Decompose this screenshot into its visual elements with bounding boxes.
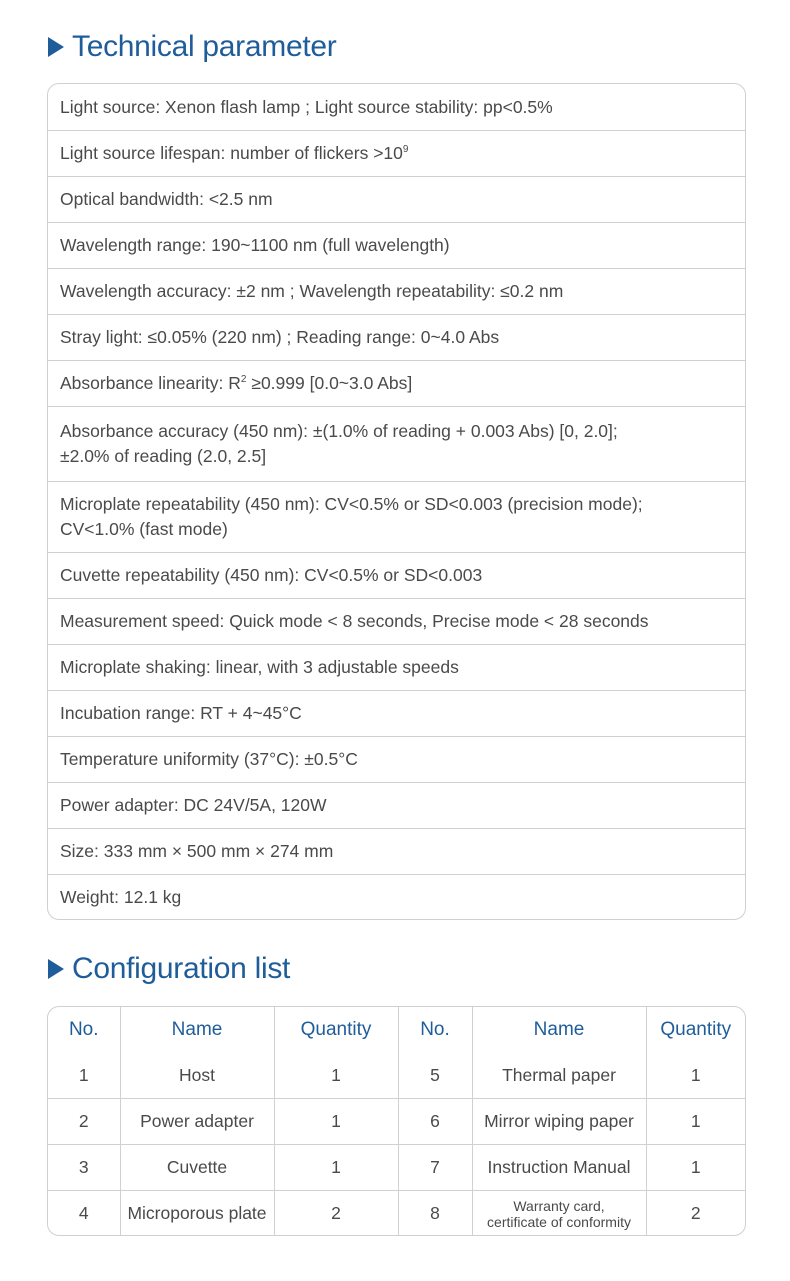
parameter-row — [48, 314, 745, 360]
item-name: Thermal paper — [472, 1053, 646, 1099]
triangle-bullet-icon — [48, 959, 64, 979]
item-quantity: 1 — [274, 1053, 398, 1099]
parameter-row — [48, 644, 745, 690]
table-header-row — [48, 1007, 745, 1053]
parameter-text: Wavelength accuracy: ±2 nm ; Wavelength repeatability: ≤0.2 nm — [60, 281, 564, 301]
header-quantity: Quantity — [660, 1019, 732, 1040]
parameter-text: Weight: 12.1 kg — [60, 887, 182, 907]
item-quantity: 2 — [690, 1203, 701, 1223]
item-number: 2 — [48, 1099, 120, 1145]
parameter-text: Stray light: ≤0.05% (220 nm) ; Reading range: 0~4.0 Abs — [60, 327, 500, 347]
parameter-row — [48, 84, 745, 130]
parameter-text: Microplate repeatability (450 nm): CV<0.5% or SD<0.003 (precision mode); CV<1.0% (fast mode) — [60, 494, 643, 539]
item-quantity: 1 — [646, 1099, 745, 1145]
header-name: Name — [120, 1007, 274, 1053]
parameter-text: Absorbance linearity: $R^2 \ge 0.999$ [0.0~3.0 Abs] — [60, 373, 413, 393]
triangle-bullet-icon — [48, 37, 64, 57]
parameter-row — [48, 130, 745, 176]
header-no: No. — [48, 1007, 120, 1053]
parameter-text: Measurement speed: Quick mode < 8 seconds, Precise mode < 28 seconds — [60, 611, 649, 631]
parameter-text: Wavelength range: 190~1100 nm (full wavelength) — [60, 235, 450, 255]
parameter-text: Incubation range: RT + 4~45°C — [60, 703, 302, 723]
item-name: Cuvette — [120, 1145, 274, 1191]
item-number: 8 — [398, 1191, 472, 1237]
parameter-text: Light source lifespan: number of flickers $>10^9$ — [60, 143, 409, 163]
header-no: No. — [398, 1007, 472, 1053]
parameter-row — [48, 481, 745, 552]
item-quantity: 1 — [646, 1145, 745, 1191]
item-quantity: 1 — [274, 1099, 398, 1145]
parameter-row — [48, 874, 745, 920]
parameter-text: Light source: Xenon flash lamp ; Light source stability: pp<0.5% — [60, 96, 553, 117]
parameter-row — [48, 828, 745, 874]
header-name: Name — [472, 1007, 646, 1053]
parameter-row — [48, 736, 745, 782]
item-name: Warranty card, certificate of conformity — [472, 1191, 646, 1237]
item-quantity: 1 — [274, 1145, 398, 1191]
header-quantity: Quantity — [274, 1007, 398, 1053]
technical-parameter-table — [47, 83, 746, 920]
parameter-text: Size: 333 mm × 500 mm × 274 mm — [60, 841, 334, 861]
item-number: 1 — [48, 1053, 120, 1099]
configuration-list-table — [47, 1006, 746, 1236]
parameter-text: Cuvette repeatability (450 nm): CV<0.5% or SD<0.003 — [60, 565, 483, 585]
parameter-text: Power adapter: DC 24V/5A, 120W — [60, 795, 327, 815]
item-number: 5 — [398, 1053, 472, 1099]
item-name: Microporous plate — [120, 1191, 274, 1237]
table-row — [48, 1053, 745, 1099]
item-number: 6 — [398, 1099, 472, 1145]
parameter-row — [48, 598, 745, 644]
item-name: Instruction Manual — [472, 1145, 646, 1191]
parameter-row — [48, 406, 745, 481]
parameter-text: Microplate shaking: linear, with 3 adjustable speeds — [60, 657, 459, 677]
parameter-text: Absorbance accuracy (450 nm): ±(1.0% of reading + 0.003 Abs) [0, 2.0]; ±2.0% of reading (2.0, 2.5] — [60, 421, 618, 466]
parameter-row — [48, 552, 745, 598]
item-name: Mirror wiping paper — [472, 1099, 646, 1145]
parameter-row — [48, 222, 745, 268]
technical-parameter-heading — [48, 30, 336, 64]
table-row — [48, 1191, 745, 1237]
technical-parameter-title: Technical parameter — [72, 30, 337, 63]
parameter-text: Optical bandwidth: <2.5 nm — [60, 189, 273, 209]
item-name: Host — [120, 1053, 274, 1099]
parameter-text: Temperature uniformity (37°C): ±0.5°C — [60, 749, 358, 769]
parameter-row — [48, 268, 745, 314]
item-number: 3 — [48, 1145, 120, 1191]
configuration-list-heading — [48, 952, 290, 986]
item-number: 7 — [398, 1145, 472, 1191]
item-quantity: 1 — [646, 1053, 745, 1099]
item-name: Power adapter — [120, 1099, 274, 1145]
table-row — [48, 1145, 745, 1191]
item-quantity: 2 — [274, 1191, 398, 1237]
table-row — [48, 1099, 745, 1145]
parameter-row — [48, 690, 745, 736]
parameter-row — [48, 176, 745, 222]
parameter-row — [48, 782, 745, 828]
configuration-list-title: Configuration list — [72, 952, 291, 985]
item-number: 4 — [48, 1191, 120, 1237]
parameter-row — [48, 360, 745, 406]
